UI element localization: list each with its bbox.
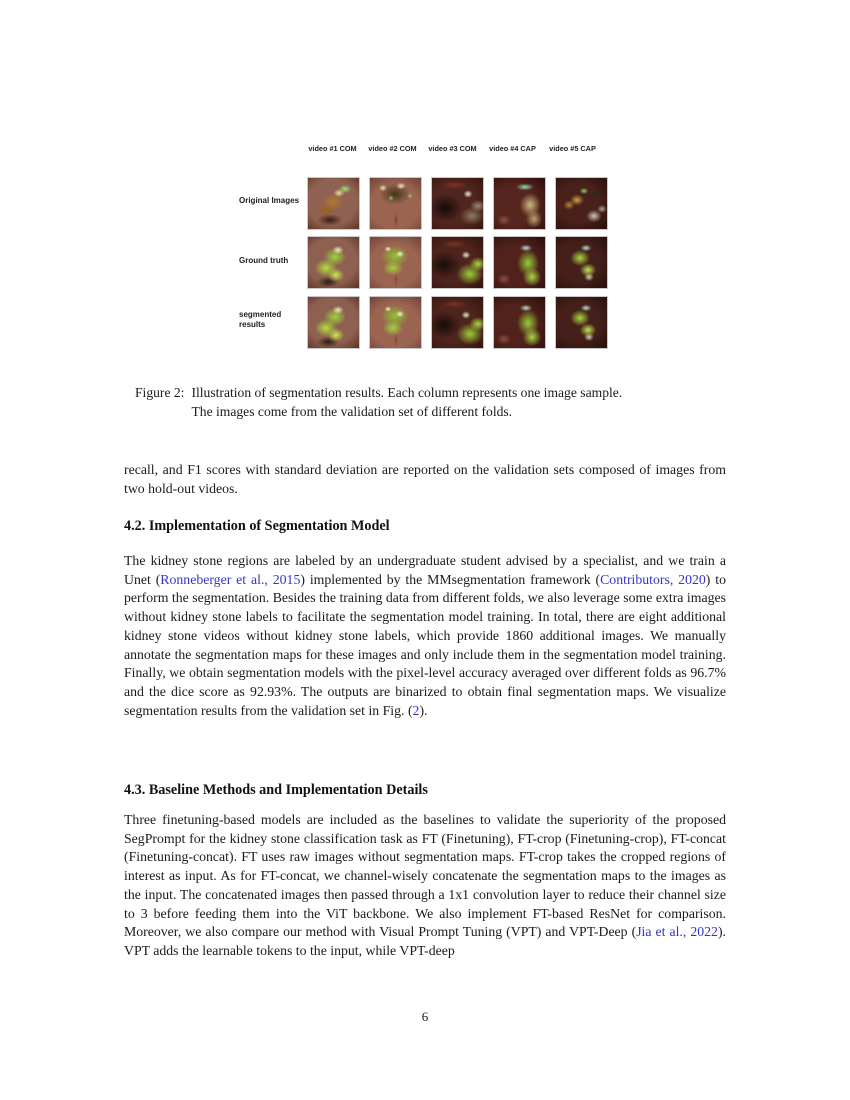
row-label-ground-truth: Ground truth xyxy=(239,256,289,265)
figure-column-headers xyxy=(307,145,598,154)
figure-image-original-video1 xyxy=(307,177,360,230)
paragraph-section-4-3 xyxy=(124,811,726,961)
figure-image-groundtruth-video4 xyxy=(493,236,546,289)
figure-caption-line1: Illustration of segmentation results. Each column represents one image sample. xyxy=(191,385,623,400)
citation-link[interactable]: Jia et al., 2022 xyxy=(636,924,718,940)
figure-caption-line2: The images come from the validation set of different folds. xyxy=(191,404,513,419)
figure-image-segmented-video2 xyxy=(369,296,422,349)
column-header-video5: video #5 CAP xyxy=(549,144,596,153)
figure-caption xyxy=(135,383,721,421)
figure-image-original-video4 xyxy=(493,177,546,230)
section-heading-4-2: 4.2. Implementation of Segmentation Model xyxy=(124,518,390,534)
text-segment: The kidney stone regions are labeled by an undergraduate student advised by a specialist, and we train a Unet ( xyxy=(124,553,726,587)
figure-caption-label: Figure 2: xyxy=(135,385,185,400)
text-segment: ) implemented by the MMsegmentation framework ( xyxy=(300,571,601,587)
text-segment: recall, and F1 scores with standard deviation are reported on the validation sets composed of images from two hold-out videos. xyxy=(124,462,726,496)
text-segment: ) to perform the segmentation. Besides the training data from different folds, we also leverage some extra images without kidney stone labels to facilitate the segmentation model training. In total, there are eight additional kidney stone videos without kidney stone labels, which provide 1860 additional images. We manually annotate the segmentation maps for these images and only include them in the segmentation model training. Finally, we obtain segmentation models with the pixel-level accuracy averaged over different folds as 96.7% and the dice score as 92.93%. The outputs are binarized to obtain final segmentation maps. We visualize segmentation results from the validation set in Fig. ( xyxy=(124,571,726,718)
figure-image-segmented-video3 xyxy=(431,296,484,349)
figure-image-groundtruth-video2 xyxy=(369,236,422,289)
figure-image-original-video3 xyxy=(431,177,484,230)
citation-link[interactable]: 2 xyxy=(412,702,420,718)
figure-row-segmented-results xyxy=(307,296,608,349)
column-header-video1: video #1 COM xyxy=(308,144,357,153)
citation-link[interactable]: Ronneberger et al., 2015 xyxy=(160,571,301,587)
figure-image-groundtruth-video1 xyxy=(307,236,360,289)
figure-image-segmented-video1 xyxy=(307,296,360,349)
citation-link[interactable]: Contributors, 2020 xyxy=(600,571,706,587)
figure-image-segmented-video4 xyxy=(493,296,546,349)
figure-image-groundtruth-video5 xyxy=(555,236,608,289)
figure-row-original-images xyxy=(307,177,608,230)
text-segment: Three finetuning-based models are included as the baselines to validate the superiority of the proposed SegPrompt for the kidney stone classification task as FT (Finetuning), FT-crop (Finetuning-crop), FT-concat (Finetuning-concat). FT uses raw images without segmentation maps. FT-crop takes the cropped regions of interest as input. As for FT-concat, we channel-wisely concatenate the segmentation maps to the images as the input. The concatenated images then passed through a 1x1 convolution layer to reduce their channel size to 3 before feeding them into the ViT backbone. We also implement FT-based ResNet for comparison. Moreover, we also compare our method with Visual Prompt Tuning (VPT) and VPT-Deep ( xyxy=(124,812,726,940)
figure-image-original-video5 xyxy=(555,177,608,230)
page-number: 6 xyxy=(421,1009,429,1024)
figure-image-groundtruth-video3 xyxy=(431,236,484,289)
figure-row-ground-truth xyxy=(307,236,608,289)
paragraph-section-4-2 xyxy=(124,552,726,720)
figure-image-segmented-video5 xyxy=(555,296,608,349)
figure-image-original-video2 xyxy=(369,177,422,230)
text-segment: ). xyxy=(419,702,428,718)
text-segment: ). VPT adds the learnable tokens to the input, while VPT-deep xyxy=(124,924,726,958)
figure-caption-text xyxy=(191,383,622,421)
section-heading-4-3: 4.3. Baseline Methods and Implementation Details xyxy=(124,782,428,798)
paragraph-intro xyxy=(124,461,726,498)
row-label-original-images: Original Images xyxy=(239,196,300,205)
column-header-video2: video #2 COM xyxy=(368,144,417,153)
column-header-video4: video #4 CAP xyxy=(489,144,536,153)
column-header-video3: video #3 COM xyxy=(428,144,477,153)
row-label-segmented-results: segmented results xyxy=(239,310,282,330)
